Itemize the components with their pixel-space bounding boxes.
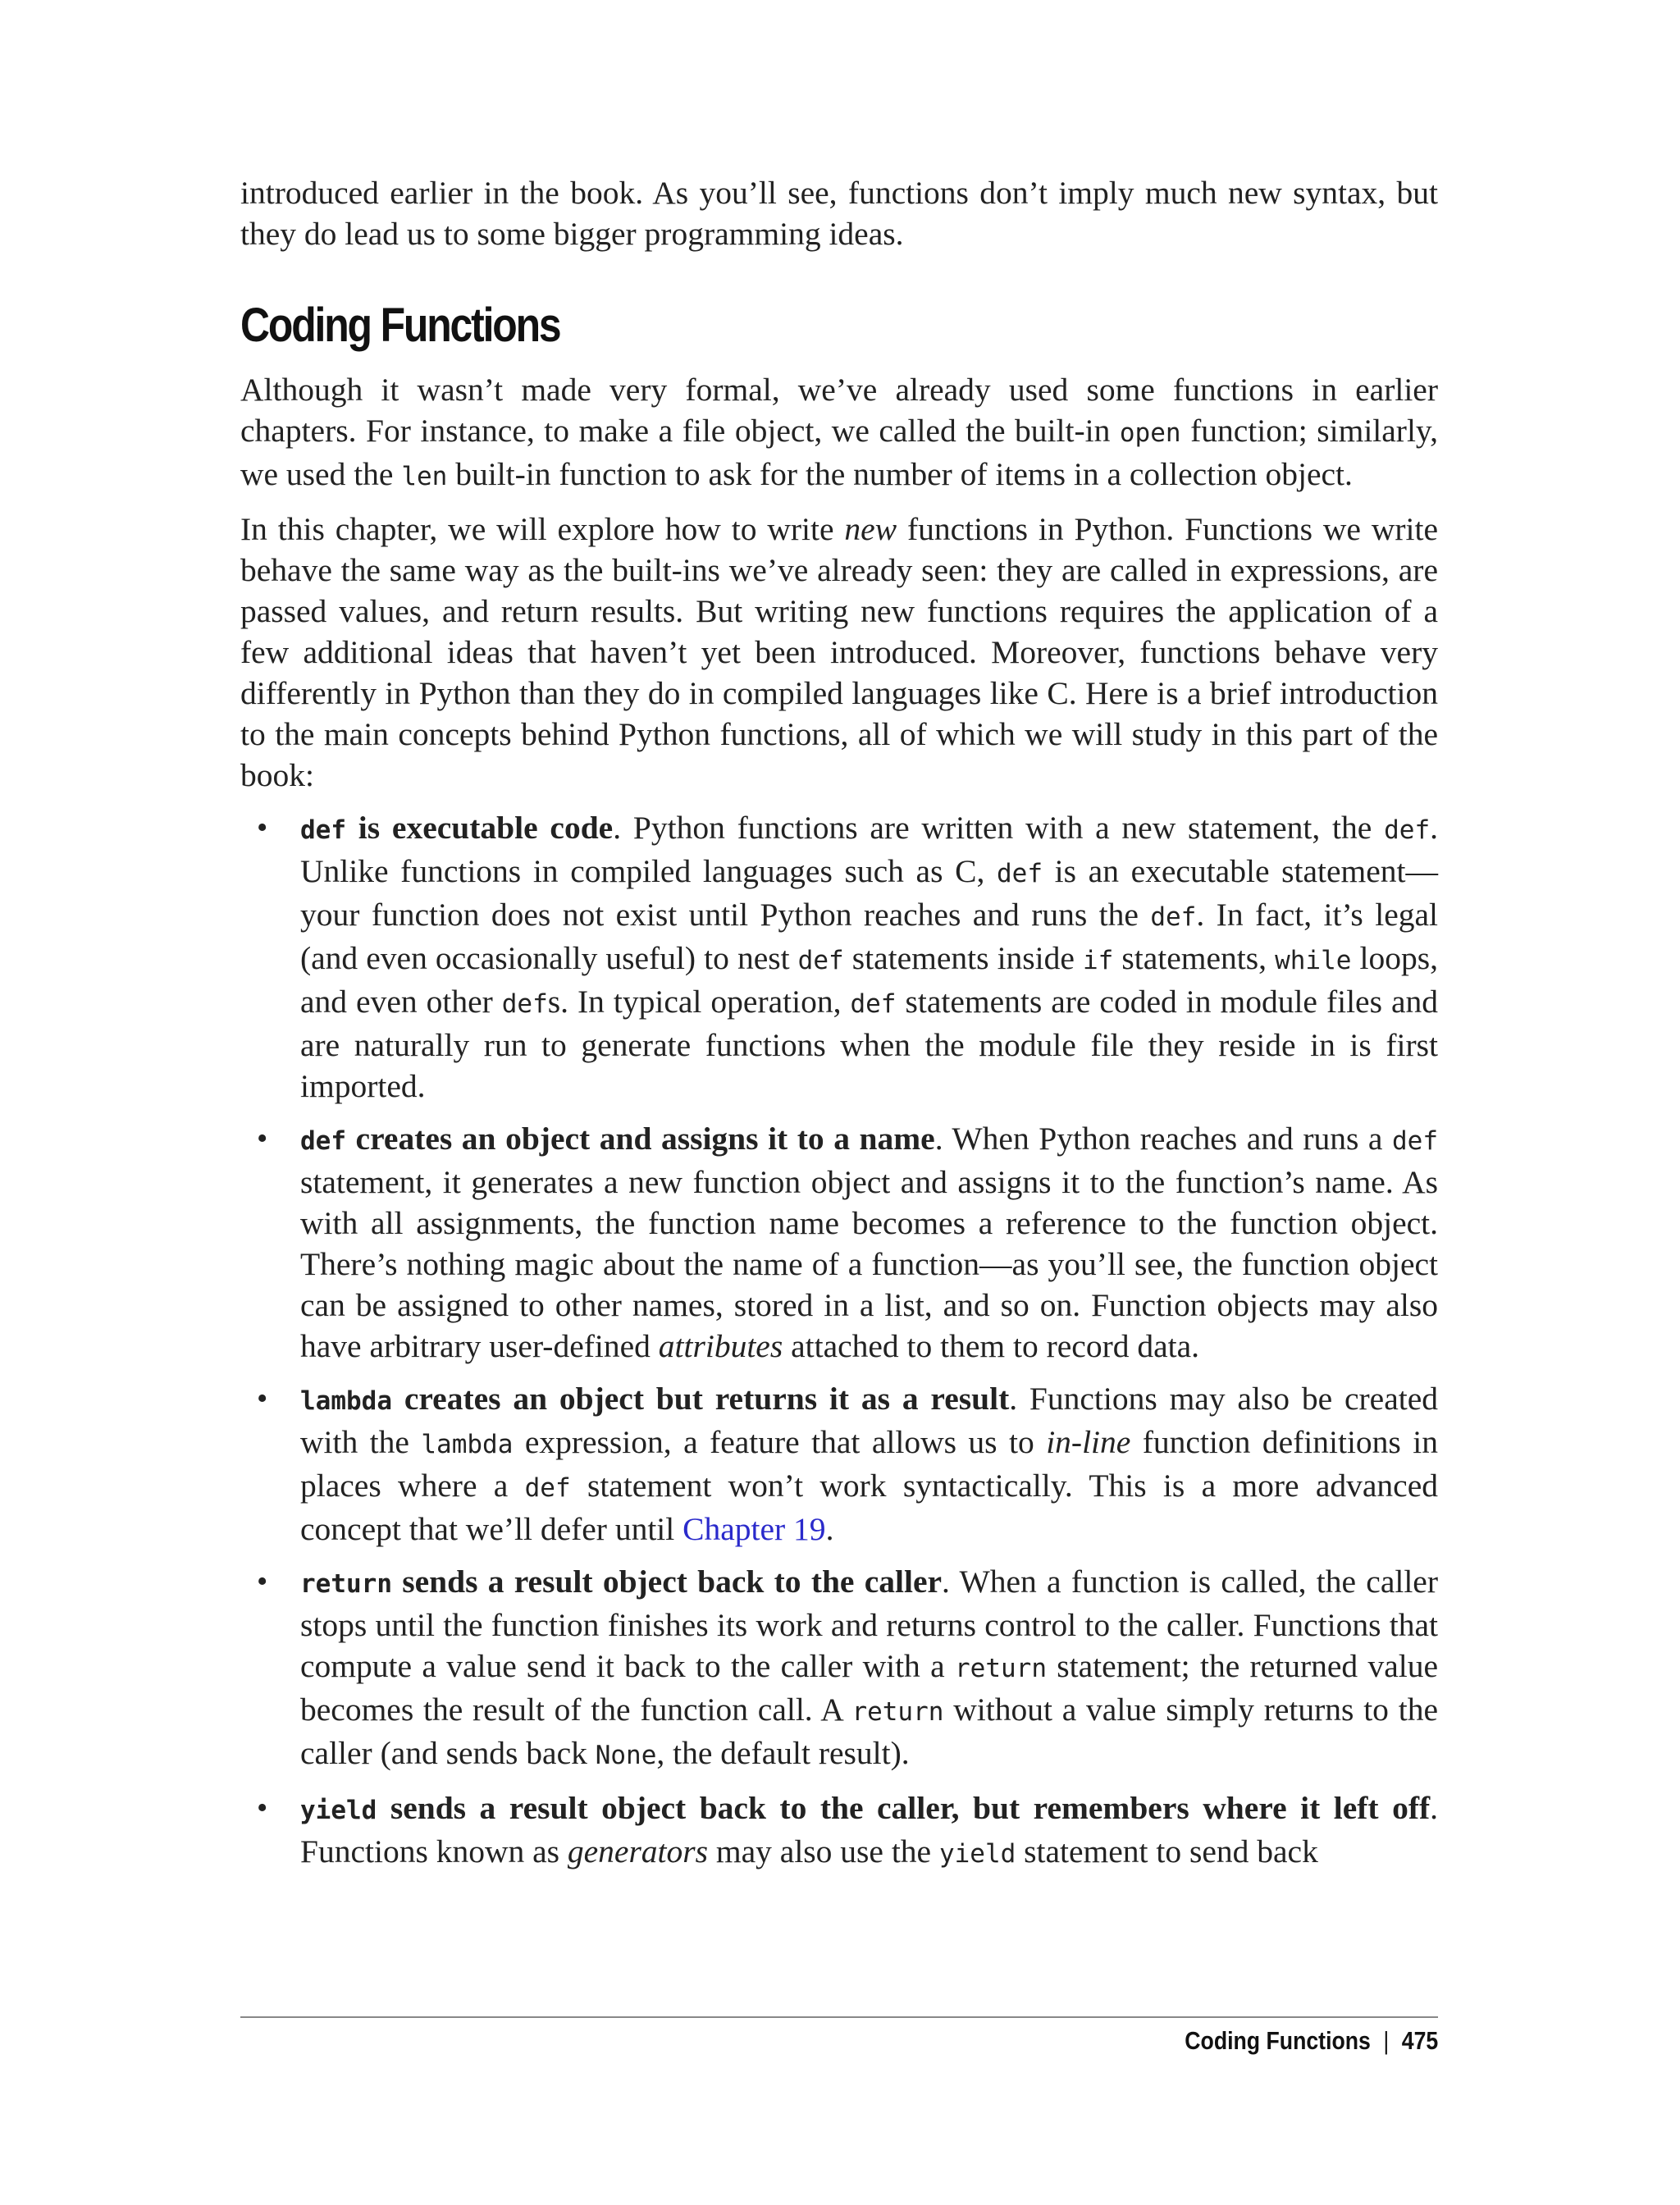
intro-paragraph: introduced earlier in the book. As you’ll see, functions don’t imply much new syntax, but they do lead us to some bigger programming ideas.	[240, 175, 1438, 252]
list-item-lambda: • lambda creates an object but returns it as a result. Functions may also be created with the lambda expression, a feature that allows us to in-line function definitions in places where a def statement won’t work syntactically. This is a more advanced concept that we’ll defer until Chapter 19.	[240, 1378, 1438, 1550]
section-heading: Coding Functions	[240, 299, 560, 352]
paragraph-builtins: Although it wasn’t made very formal, we’ve already used some functions in earlier chapters. For instance, to make a file object, we called the built-in open function; similarly, we used the len built-in function to ask for the number of items in a collection object.	[240, 372, 1438, 492]
concept-list	[240, 807, 1438, 1874]
bullet-icon: •	[257, 1564, 268, 1599]
bullet-icon: •	[257, 1381, 268, 1416]
bullet-icon: •	[257, 1791, 268, 1825]
emphasis-new: new	[844, 511, 897, 547]
term-yield: yield sends a result object back to the caller, but remembers where it left off	[300, 1790, 1431, 1826]
page-content	[240, 172, 1438, 1886]
chapter-19-link[interactable]: Chapter 19	[682, 1511, 826, 1547]
paragraph-intro-concepts: In this chapter, we will explore how to write new functions in Python. Functions we write behave the same way as the built-ins we’ve already seen: they are called in expressions, are passed values, and return results. But writing new functions requires the application of a few additional ideas that haven’t yet been introduced. Moreover, functions behave very differently in Python than they do in compiled languages like C. Here is a brief introduction to the main concepts behind Python functions, all of which we will study in this part of the book:	[240, 511, 1438, 793]
code-open: open	[1119, 418, 1181, 448]
term-def-creates-object: def creates an object and assigns it to a name	[300, 1121, 935, 1157]
list-item-return: • return sends a result object back to the caller. When a function is called, the caller stops until the function finishes its work and returns control to the caller. Functions that compute a value send it back to the caller with a return statement; the returned value becomes the result of the function call. A return without a value simply returns to the caller (and sends back None, the default result).	[240, 1561, 1438, 1776]
running-footer	[1185, 2026, 1438, 2056]
footer-title: Coding Functions	[1185, 2026, 1371, 2055]
bullet-icon: •	[257, 1121, 268, 1156]
bullet-icon: •	[257, 810, 268, 845]
term-lambda: lambda creates an object but returns it as a result	[300, 1381, 1010, 1417]
list-item-def-creates-object: • def creates an object and assigns it to a name. When Python reaches and runs a def statement, it generates a new function object and assigns it to the function’s name. As with all assignments, the function name becomes a reference to the function object. There’s nothing magic about the name of a function—as you’ll see, the function object can be assigned to other names, stored in a list, and so on. Function objects may also have arbitrary user-defined attributes attached to them to record data.	[240, 1118, 1438, 1367]
footer-separator: |	[1383, 2026, 1390, 2055]
code-len: len	[401, 462, 448, 491]
page-number: 475	[1401, 2026, 1438, 2055]
list-item-yield: • yield sends a result object back to the caller, but remembers where it left off. Functions known as generators may also use the yield statement to send back	[240, 1787, 1438, 1874]
list-item-def-executable: • def is executable code. Python functions are written with a new statement, the def. Unlike functions in compiled languages such as C, def is an executable statement—your function does not exist until Python reaches and runs the def. In fact, it’s legal (and even occasionally useful) to nest def statements inside if statements, while loops, and even other defs. In typical operation, def statements are coded in module files and are naturally run to generate functions when the module file they reside in is first imported.	[240, 807, 1438, 1107]
term-def-executable: def is executable code	[300, 810, 614, 846]
term-return: return sends a result object back to the caller	[300, 1564, 943, 1600]
footer-divider	[240, 2016, 1438, 2018]
